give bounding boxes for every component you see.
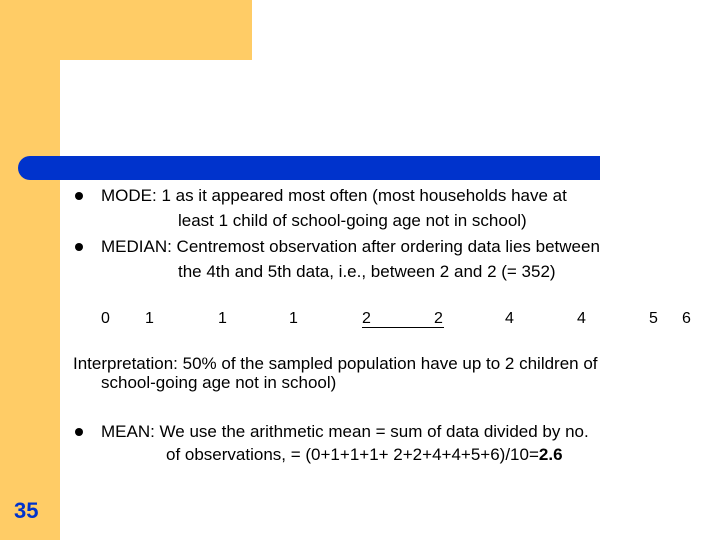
left-accent-band xyxy=(0,0,60,540)
mean-result: 2.6 xyxy=(538,445,563,464)
data-value: 1 xyxy=(218,310,227,327)
bullet-dot-median xyxy=(75,243,83,251)
mode-line-2: least 1 child of school-going age not in school) xyxy=(178,211,527,230)
data-value: 2 xyxy=(434,310,443,327)
data-value: 4 xyxy=(577,310,586,327)
median-line-2: the 4th and 5th data, i.e., between 2 and 2 (= 352) xyxy=(178,262,556,281)
top-accent-band xyxy=(0,0,252,60)
mean-formula: of observations, = (0+1+1+1+ 2+2+4+4+5+6)/10= xyxy=(166,445,539,464)
title-bar xyxy=(18,156,600,180)
mean-line-1: MEAN: We use the arithmetic mean = sum of data divided by no. xyxy=(101,422,589,441)
data-value: 2 xyxy=(362,310,371,327)
data-value: 4 xyxy=(505,310,514,327)
mean-line-2 xyxy=(166,445,563,465)
bullet-dot-mode xyxy=(75,192,83,200)
data-value: 0 xyxy=(101,310,110,327)
slide-number: 35 xyxy=(14,498,39,523)
median-pair-underline xyxy=(362,327,444,328)
interpretation-line-1: Interpretation: 50% of the sampled population have up to 2 children of xyxy=(73,354,598,373)
bullet-dot-mean xyxy=(75,428,83,436)
data-value: 1 xyxy=(145,310,154,327)
data-value: 5 xyxy=(649,310,658,327)
content-corner xyxy=(60,60,116,116)
data-value: 6 xyxy=(682,310,691,327)
median-line-1: MEDIAN: Centremost observation after ordering data lies between xyxy=(101,237,600,256)
data-value: 1 xyxy=(289,310,298,327)
interpretation-line-2: school-going age not in school) xyxy=(101,373,337,392)
mode-line-1: MODE: 1 as it appeared most often (most households have at xyxy=(101,186,567,205)
